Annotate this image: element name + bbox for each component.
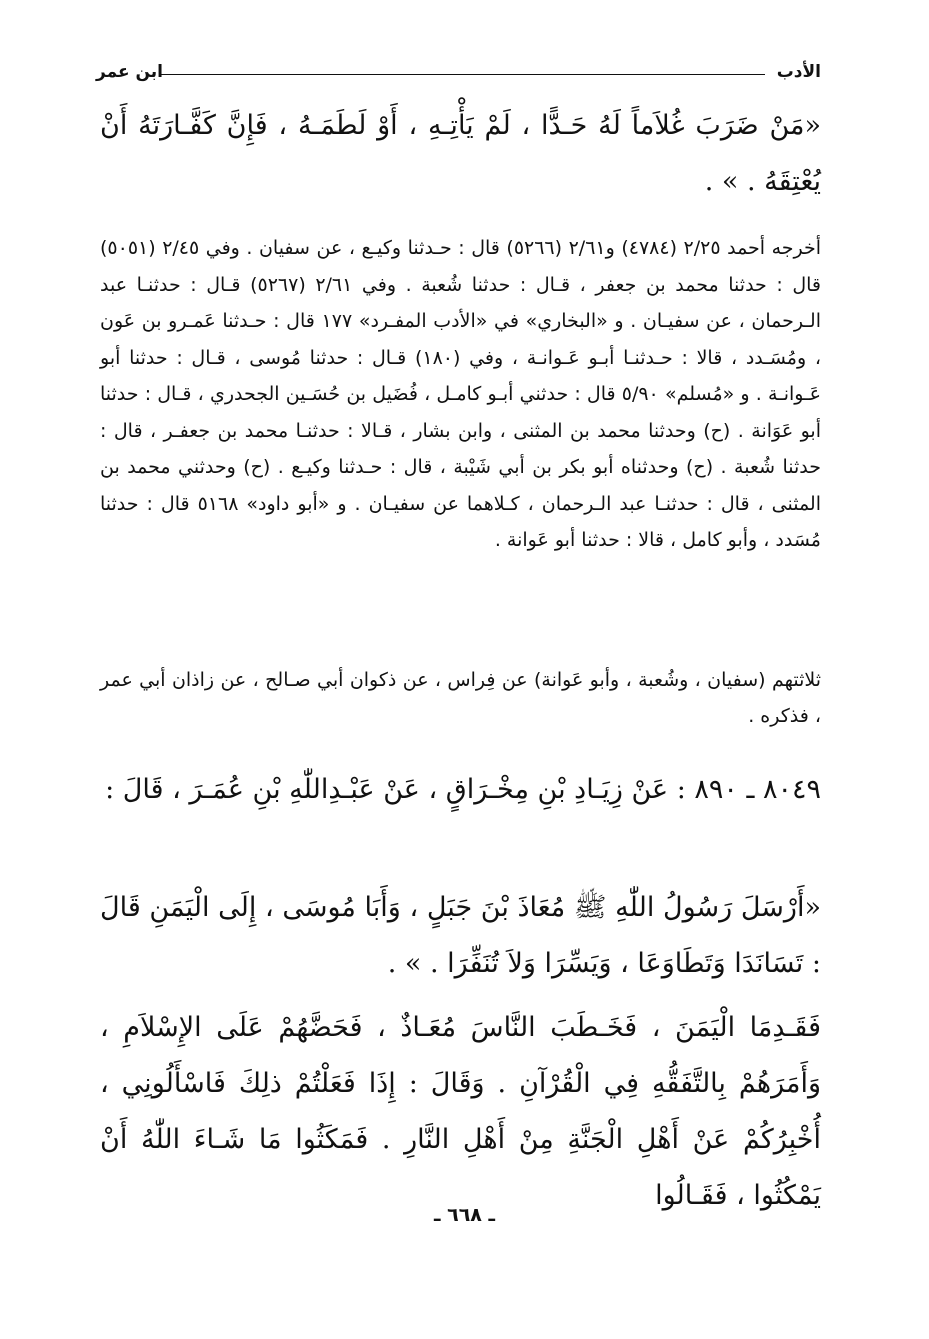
- page-number: ـ ٦٦٨ ـ: [433, 1204, 495, 1226]
- hadith-890-header: ٨٠٤٩ ـ ٨٩٠ : عَنْ زِيَـادِ بْنِ مِخْـرَاقٍ ، عَنْ عَبْـدِاللّٰهِ بْنِ عُمَـرَ ، قَالَ :: [105, 774, 821, 805]
- hadith-continuation: «مَنْ ضَرَبَ غُلاَماً لَهُ حَـدًّا ، لَمْ يَأْتِـهِ ، أَوْ لَطَمَـهُ ، فَإِنَّ كَفَّـارَتَهُ أَنْ يُعْتِقَهُ . » .: [100, 110, 821, 197]
- hadith-890-continuation: فَقَـدِمَا الْيَمَنَ ، فَخَـطَبَ النَّاسَ مُعَـاذٌ ، فَحَضَّهُمْ عَلَى الإِسْلاَمِ ، وَأَمَرَهُمْ بِالتَّفَقُّهِ فِي الْقُرْآنِ . وَقَالَ : إِذَا فَعَلْتُمْ ذلِكَ فَاسْأَلُونِي ، أُخْبِرُكُمْ عَنْ أَهْلِ الْجَنَّةِ مِنْ أَهْلِ النَّارِ . فَمَكَثُوا مَا شَـاءَ اللّٰهُ أَنْ يَمْكُثُوا ، فَقَـالُوا: [100, 1012, 821, 1211]
- hadith-890-quote: «أَرْسَلَ رَسُولُ اللّٰهِ ﷺ مُعَاذَ بْنَ جَبَلٍ ، وَأَبَا مُوسَى ، إِلَى الْيَمَنِ قَالَ : تَسَانَدَا وَتَطَاوَعَا ، وَيَسِّرَا وَلاَ تُنَفِّرَا . » .: [100, 892, 821, 979]
- takhrij-paragraph: أخرجه أحمد ٢/٢٥ (٤٧٨٤) و٢/٦١ (٥٢٦٦) قال : حـدثنا وكيـع ، عن سفيان . وفي ٢/٤٥ (٥٠٥١) قال : حدثنا محمد بن جعفر ، قـال : حدثنا شُعبة . وفي ٢/٦١ (٥٢٦٧) قـال : حدثنـا عبد الـرحمان ، عن سفيـان . و «البخاري» في «الأدب المفـرد» ١٧٧ قال : حـدثنا عَمـرو بن عَون ، ومُسَـدد ، قالا : حـدثنـا أبـو عَـوانـة ، وفي (١٨٠) قـال : حدثنا مُوسى ، قـال : حدثنا أبو عَـوانـة . و «مُسلم» ٥/٩٠ قال : حدثني أبـو كامـل ، فُضَيل بن حُسَـين الجحدري ، قـال : حدثنا أبو عَوَانة . (ح) وحدثنا محمد بن المثنى ، وابن بشار ، قـالا : حدثنـا محمد بن جعفـر ، قال : حدثنا شُعبة . (ح) وحدثناه أبو بكر بن أبي شَيْبة ، قال : حـدثنا وكيـع . (ح) وحدثني محمد بن المثنى ، قال : حدثنـا عبد الـرحمان ، كـلاهما عن سفيـان . و «أبو داود» ٥١٦٨ قال : حدثنا مُسَدد ، وأبو كامل ، قالا : حدثنا أبو عَوانة .: [100, 237, 822, 551]
- chain-summary: ثلاثتهم (سفيان ، وشُعبة ، وأبو عَوانة) عن فِراس ، عن ذكوان أبي صـالح ، عن زاذان أبي عمر ، فذكره .: [100, 669, 821, 727]
- running-header: [96, 62, 821, 88]
- header-rule: [160, 74, 765, 75]
- narrator-name: ابن عمر: [96, 62, 164, 82]
- chapter-title: الأدب: [776, 62, 821, 82]
